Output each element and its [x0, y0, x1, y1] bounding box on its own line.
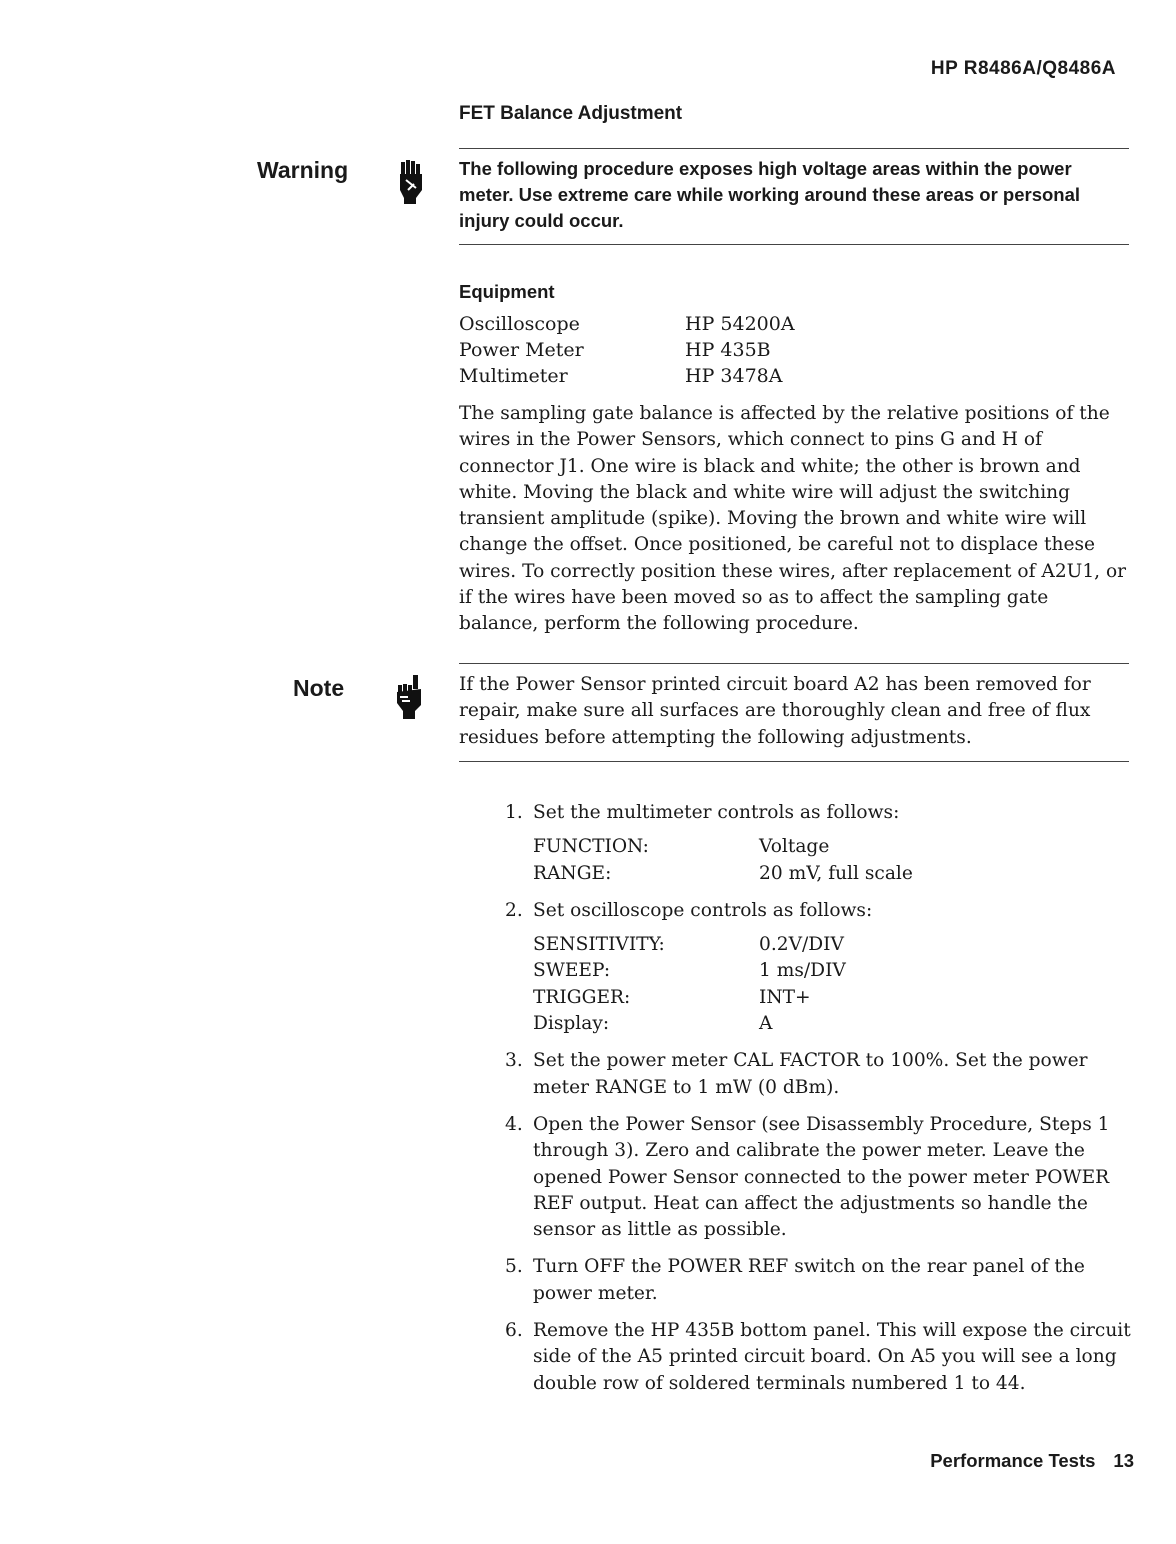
step-text: Open the Power Sensor (see Disassembly Procedure, Steps 1 through 3). Zero and calibrate the power meter. Leave the opened Power Sensor connected to the power meter POWER REF output. Heat can affect the adjustments so handle the sensor as little as possible. — [533, 1113, 1110, 1241]
setting-label: FUNCTION: — [533, 836, 649, 858]
equipment-model: HP 54200A — [685, 313, 795, 335]
table-row — [533, 985, 846, 1011]
table-row — [533, 834, 913, 860]
table-row — [459, 363, 795, 389]
hand-pointing-icon — [396, 675, 422, 719]
step-number: 5. — [505, 1256, 523, 1278]
multimeter-settings — [533, 834, 913, 887]
table-row — [533, 958, 846, 984]
setting-label: Display: — [533, 1013, 610, 1035]
step-text: Turn OFF the POWER REF switch on the rear panel of the power meter. — [533, 1256, 1085, 1304]
list-item — [497, 1318, 1137, 1397]
list-item — [497, 1254, 1137, 1307]
footer-section: Performance Tests — [930, 1450, 1096, 1471]
note-text: If the Power Sensor printed circuit board A2 has been removed for repair, make sure all surfaces are thoroughly clean and free of flux residues before attempting the following adjustments. — [459, 674, 1091, 748]
equipment-model: HP 435B — [685, 339, 771, 361]
step-number: 3. — [505, 1050, 523, 1072]
setting-value: 0.2V/DIV — [759, 934, 844, 956]
warning-bottom-rule — [459, 244, 1129, 245]
equipment-name: Oscilloscope — [459, 313, 580, 335]
equipment-name: Power Meter — [459, 339, 584, 361]
hand-stop-icon — [398, 160, 424, 204]
list-item — [497, 800, 1137, 887]
table-row — [533, 1011, 846, 1037]
oscilloscope-settings — [533, 932, 846, 1037]
warning-top-rule — [459, 148, 1129, 149]
step-number: 4. — [505, 1113, 523, 1135]
note-label: Note — [293, 675, 345, 701]
page-footer — [930, 1450, 1134, 1472]
table-row — [459, 337, 795, 363]
table-row — [533, 932, 846, 958]
list-item — [497, 1048, 1137, 1101]
procedure-steps — [497, 800, 1137, 1408]
setting-label: TRIGGER: — [533, 986, 631, 1008]
table-row — [533, 861, 913, 887]
step-text: Set the power meter CAL FACTOR to 100%. Set the power meter RANGE to 1 mW (0 dBm). — [533, 1050, 1088, 1098]
list-item — [497, 898, 1137, 1037]
list-item — [497, 1112, 1137, 1243]
step-text: Set the multimeter controls as follows: — [533, 802, 900, 823]
warning-label: Warning — [257, 157, 349, 183]
setting-value: A — [759, 1013, 773, 1035]
note-top-rule — [459, 663, 1129, 664]
note-bottom-rule — [459, 761, 1129, 762]
step-text: Set oscilloscope controls as follows: — [533, 899, 873, 921]
step-number: 2. — [505, 899, 523, 921]
setting-value: 20 mV, full scale — [759, 862, 913, 884]
equipment-table — [459, 311, 795, 389]
equipment-model: HP 3478A — [685, 365, 783, 387]
setting-value: INT+ — [759, 986, 811, 1008]
page-header-model: HP R8486A/Q8486A — [930, 58, 1116, 79]
equipment-title: Equipment — [459, 281, 555, 302]
warning-text: The following procedure exposes high voltage areas within the power meter. Use extreme care while working around these areas or personal injury could occur. — [459, 158, 1081, 231]
table-row — [459, 311, 795, 337]
setting-label: SENSITIVITY: — [533, 934, 665, 956]
setting-value: 1 ms/DIV — [759, 960, 846, 982]
setting-value: Voltage — [759, 836, 830, 858]
page-number: 13 — [1113, 1450, 1134, 1471]
body-paragraph: The sampling gate balance is affected by the relative positions of the wires in the Power Sensors, which connect to pins G and H of connector J1. One wire is black and white; the other is brown and white. Moving the black and white wire will adjust the switching transient amplitude (spike). Moving the brown and white wire will change the offset. Once positioned, be careful not to displace these wires. To correctly position these wires, after replacement of A2U1, or if the wires have been moved so as to affect the sampling gate balance, perform the following procedure. — [459, 403, 1127, 635]
setting-label: RANGE: — [533, 862, 612, 884]
section-title: FET Balance Adjustment — [459, 103, 683, 124]
step-number: 1. — [505, 802, 523, 823]
equipment-name: Multimeter — [459, 365, 568, 387]
step-number: 6. — [505, 1320, 523, 1342]
step-text: Remove the HP 435B bottom panel. This will expose the circuit side of the A5 printed circuit board. On A5 you will see a long double row of soldered terminals numbered 1 to 44. — [533, 1320, 1131, 1394]
setting-label: SWEEP: — [533, 960, 611, 982]
